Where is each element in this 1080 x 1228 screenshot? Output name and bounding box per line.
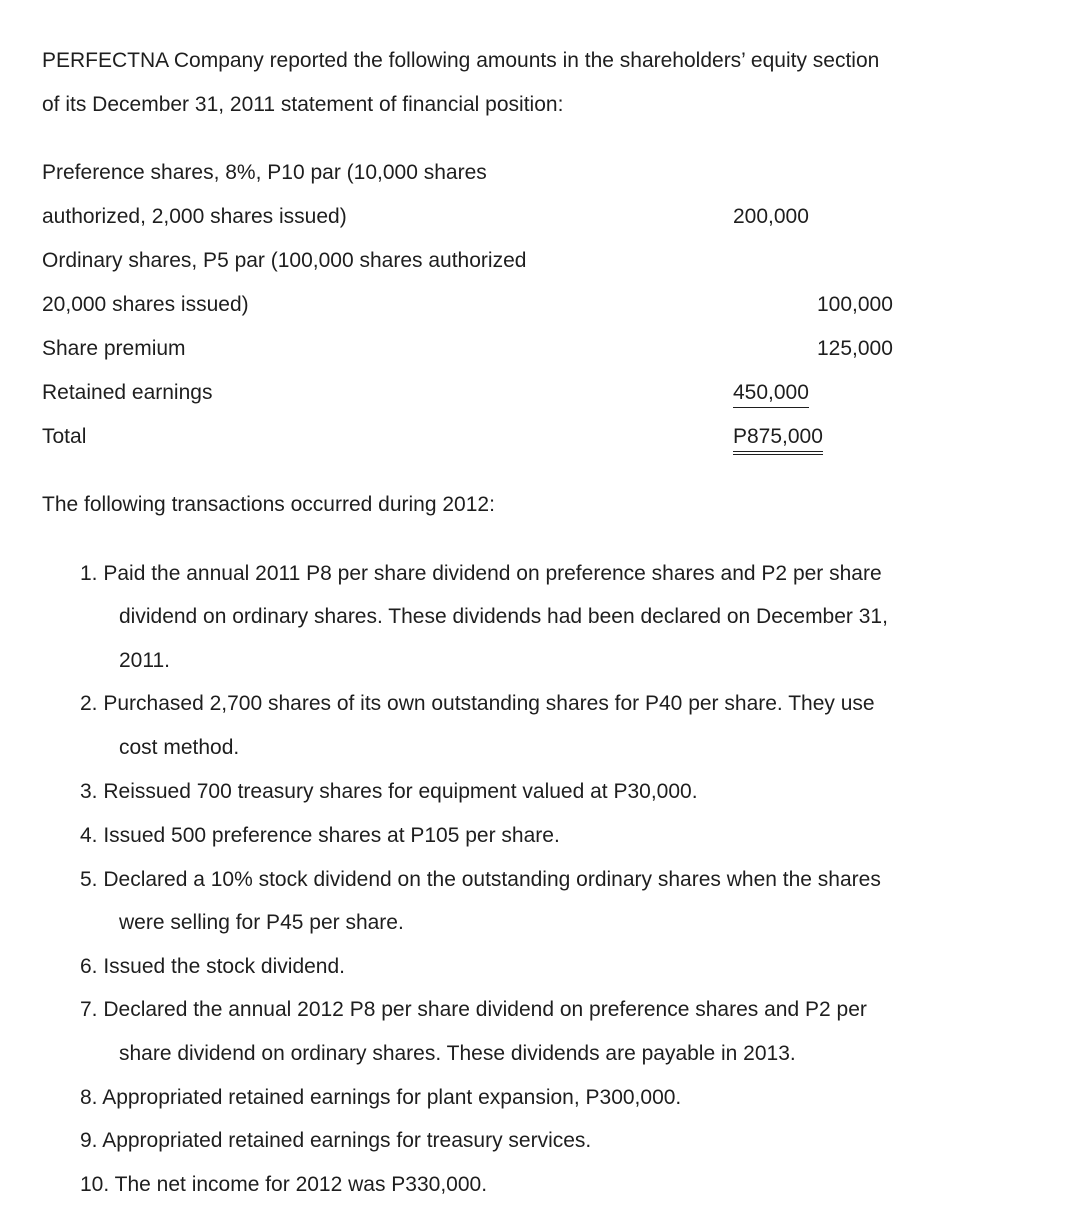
intro-line-2: of its December 31, 2011 statement of financial position: bbox=[42, 93, 564, 116]
transaction-6: 6. Issued the stock dividend. bbox=[80, 955, 345, 978]
preference-amount: 200,000 bbox=[733, 205, 809, 228]
retained-label: Retained earnings bbox=[42, 381, 213, 404]
transaction-3: 3. Reissued 700 treasury shares for equipment valued at P30,000. bbox=[80, 780, 698, 803]
transaction-1-line-2: dividend on ordinary shares. These dividends had been declared on December 31, bbox=[119, 605, 888, 628]
transaction-5-line-2: were selling for P45 per share. bbox=[119, 911, 404, 934]
retained-amount: 450,000 bbox=[733, 380, 809, 408]
transaction-7-line-2: share dividend on ordinary shares. These dividends are payable in 2013. bbox=[119, 1042, 796, 1065]
intro-line-1: PERFECTNA Company reported the following amounts in the shareholders’ equity section bbox=[42, 49, 880, 72]
transaction-1-line-1: 1. Paid the annual 2011 P8 per share dividend on preference shares and P2 per share bbox=[80, 562, 882, 585]
total-amount: P875,000 bbox=[733, 424, 823, 455]
ordinary-label-line-1: Ordinary shares, P5 par (100,000 shares authorized bbox=[42, 249, 527, 272]
transaction-9: 9. Appropriated retained earnings for treasury services. bbox=[80, 1129, 592, 1152]
transaction-5-line-1: 5. Declared a 10% stock dividend on the outstanding ordinary shares when the shares bbox=[80, 868, 881, 891]
transaction-4: 4. Issued 500 preference shares at P105 per share. bbox=[80, 824, 560, 847]
transaction-1-line-3: 2011. bbox=[119, 649, 170, 672]
preference-label-line-2: authorized, 2,000 shares issued) bbox=[42, 205, 347, 228]
transactions-heading: The following transactions occurred during 2012: bbox=[42, 493, 495, 516]
premium-amount: 125,000 bbox=[817, 337, 893, 360]
ordinary-label-line-2: 20,000 shares issued) bbox=[42, 293, 249, 316]
transaction-2-line-1: 2. Purchased 2,700 shares of its own outstanding shares for P40 per share. They use bbox=[80, 692, 875, 715]
transaction-2-line-2: cost method. bbox=[119, 736, 240, 759]
transaction-8: 8. Appropriated retained earnings for plant expansion, P300,000. bbox=[80, 1086, 682, 1109]
ordinary-amount: 100,000 bbox=[817, 293, 893, 316]
transaction-10: 10. The net income for 2012 was P330,000. bbox=[80, 1173, 488, 1196]
premium-label: Share premium bbox=[42, 337, 186, 360]
transaction-7-line-1: 7. Declared the annual 2012 P8 per share dividend on preference shares and P2 per bbox=[80, 998, 867, 1021]
preference-label-line-1: Preference shares, 8%, P10 par (10,000 shares bbox=[42, 161, 487, 184]
total-label: Total bbox=[42, 425, 87, 448]
